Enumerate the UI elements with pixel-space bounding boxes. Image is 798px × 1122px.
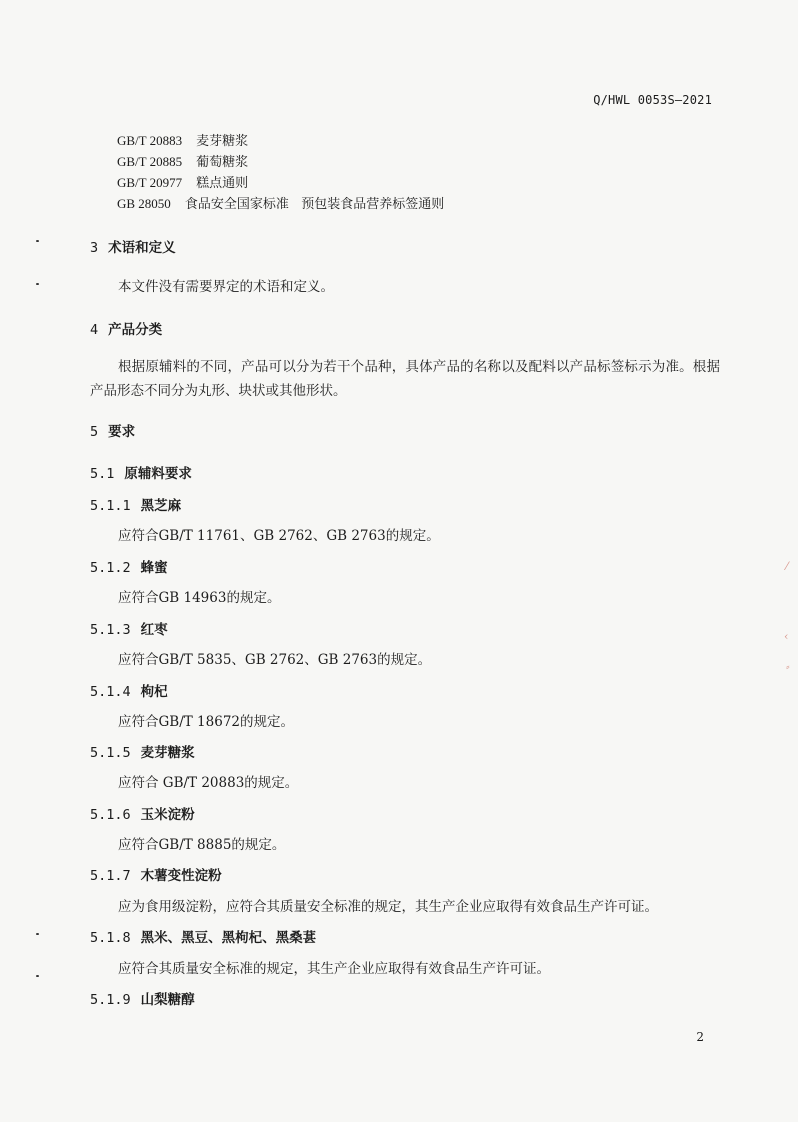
reference-name: 麦芽糖浆: [196, 134, 249, 149]
reference-code: GB/T 20977: [117, 175, 183, 190]
section-title: 要求: [108, 424, 136, 440]
clause-number: 5.1.6: [90, 807, 131, 823]
reference-line: [117, 193, 444, 212]
section-number: 3: [90, 240, 99, 256]
section-paragraph: 根据原辅料的不同，产品可以分为若干个品种，具体产品的名称以及配料以产品标签标示为准。根据产品形态不同分为丸形、块状或其他形状。: [90, 359, 720, 399]
clause-title: 黑米、黑豆、黑枸杞、黑桑葚: [140, 930, 317, 946]
clause-title: 黑芝麻: [140, 498, 182, 514]
clause-text: 应符合其质量安全标准的规定，其生产企业应取得有效食品生产许可证。: [118, 961, 550, 977]
reference-name: 葡萄糖浆: [196, 155, 249, 170]
clause-number: 5.1.7: [90, 868, 131, 884]
section-title: 术语和定义: [108, 240, 176, 256]
section-number: 4: [90, 322, 99, 338]
edge-stamp-mark: ⸗: [786, 660, 790, 673]
clause-heading: [90, 494, 181, 514]
section-heading: [90, 236, 176, 256]
clause-text: 应符合 GB/T 20883的规定。: [118, 775, 299, 791]
clause-number: 5.1.3: [90, 622, 131, 638]
clause-number: 5.1.4: [90, 684, 131, 700]
subsection-number: 5.1: [90, 466, 115, 482]
reference-name: 糕点通则: [196, 176, 249, 191]
subsection-heading: [90, 462, 192, 482]
clause-title: 麦芽糖浆: [140, 745, 195, 761]
reference-line: [117, 151, 248, 170]
section-title: 产品分类: [108, 322, 163, 338]
clause-number: 5.1.2: [90, 560, 131, 576]
clause-heading: [90, 988, 195, 1008]
clause-heading: [90, 680, 168, 700]
clause-heading: [90, 618, 168, 638]
clause-number: 5.1.5: [90, 745, 131, 761]
scan-speck: [36, 975, 39, 977]
clause-text: 应为食用级淀粉，应符合其质量安全标准的规定，其生产企业应取得有效食品生产许可证。: [118, 899, 658, 915]
clause-title: 枸杞: [140, 684, 168, 700]
page-number: 2: [696, 1030, 704, 1044]
scan-speck: [36, 283, 39, 285]
clause-number: 5.1.8: [90, 930, 131, 946]
document-code: Q/HWL 0053S—2021: [593, 93, 712, 107]
edge-stamp-mark: ‹: [784, 630, 789, 643]
clause-text: 应符合GB/T 11761、GB 2762、GB 2763的规定。: [118, 528, 440, 544]
clause-title: 山梨糖醇: [140, 992, 195, 1008]
clause-title: 蜂蜜: [140, 560, 168, 576]
scan-speck: [36, 933, 39, 935]
clause-title: 木薯变性淀粉: [140, 868, 222, 884]
section-heading: [90, 318, 162, 338]
clause-heading: [90, 803, 195, 823]
clause-heading: [90, 741, 195, 761]
reference-line: [117, 130, 248, 149]
scan-speck: [36, 240, 39, 242]
clause-text: 应符合GB/T 5835、GB 2762、GB 2763的规定。: [118, 652, 432, 668]
edge-stamp-mark: ⁄: [786, 560, 788, 573]
clause-title: 玉米淀粉: [140, 807, 195, 823]
clause-text: 应符合GB 14963的规定。: [118, 590, 281, 606]
clause-number: 5.1.1: [90, 498, 131, 514]
clause-heading: [90, 556, 168, 576]
clause-text: 应符合GB/T 18672的规定。: [118, 714, 294, 730]
section-number: 5: [90, 424, 99, 440]
reference-code: GB/T 20885: [117, 154, 183, 169]
reference-code: GB/T 20883: [117, 133, 183, 148]
clause-number: 5.1.9: [90, 992, 131, 1008]
clause-text: 应符合GB/T 8885的规定。: [118, 837, 286, 853]
subsection-title: 原辅料要求: [124, 466, 192, 482]
clause-heading: [90, 864, 222, 884]
section-text: 本文件没有需要界定的术语和定义。: [118, 279, 334, 295]
reference-code: GB 28050: [117, 196, 171, 211]
reference-name: 食品安全国家标准 预包装食品营养标签通则: [184, 197, 445, 212]
reference-line: [117, 172, 248, 191]
section-heading: [90, 420, 135, 440]
clause-heading: [90, 926, 316, 946]
clause-title: 红枣: [140, 622, 168, 638]
